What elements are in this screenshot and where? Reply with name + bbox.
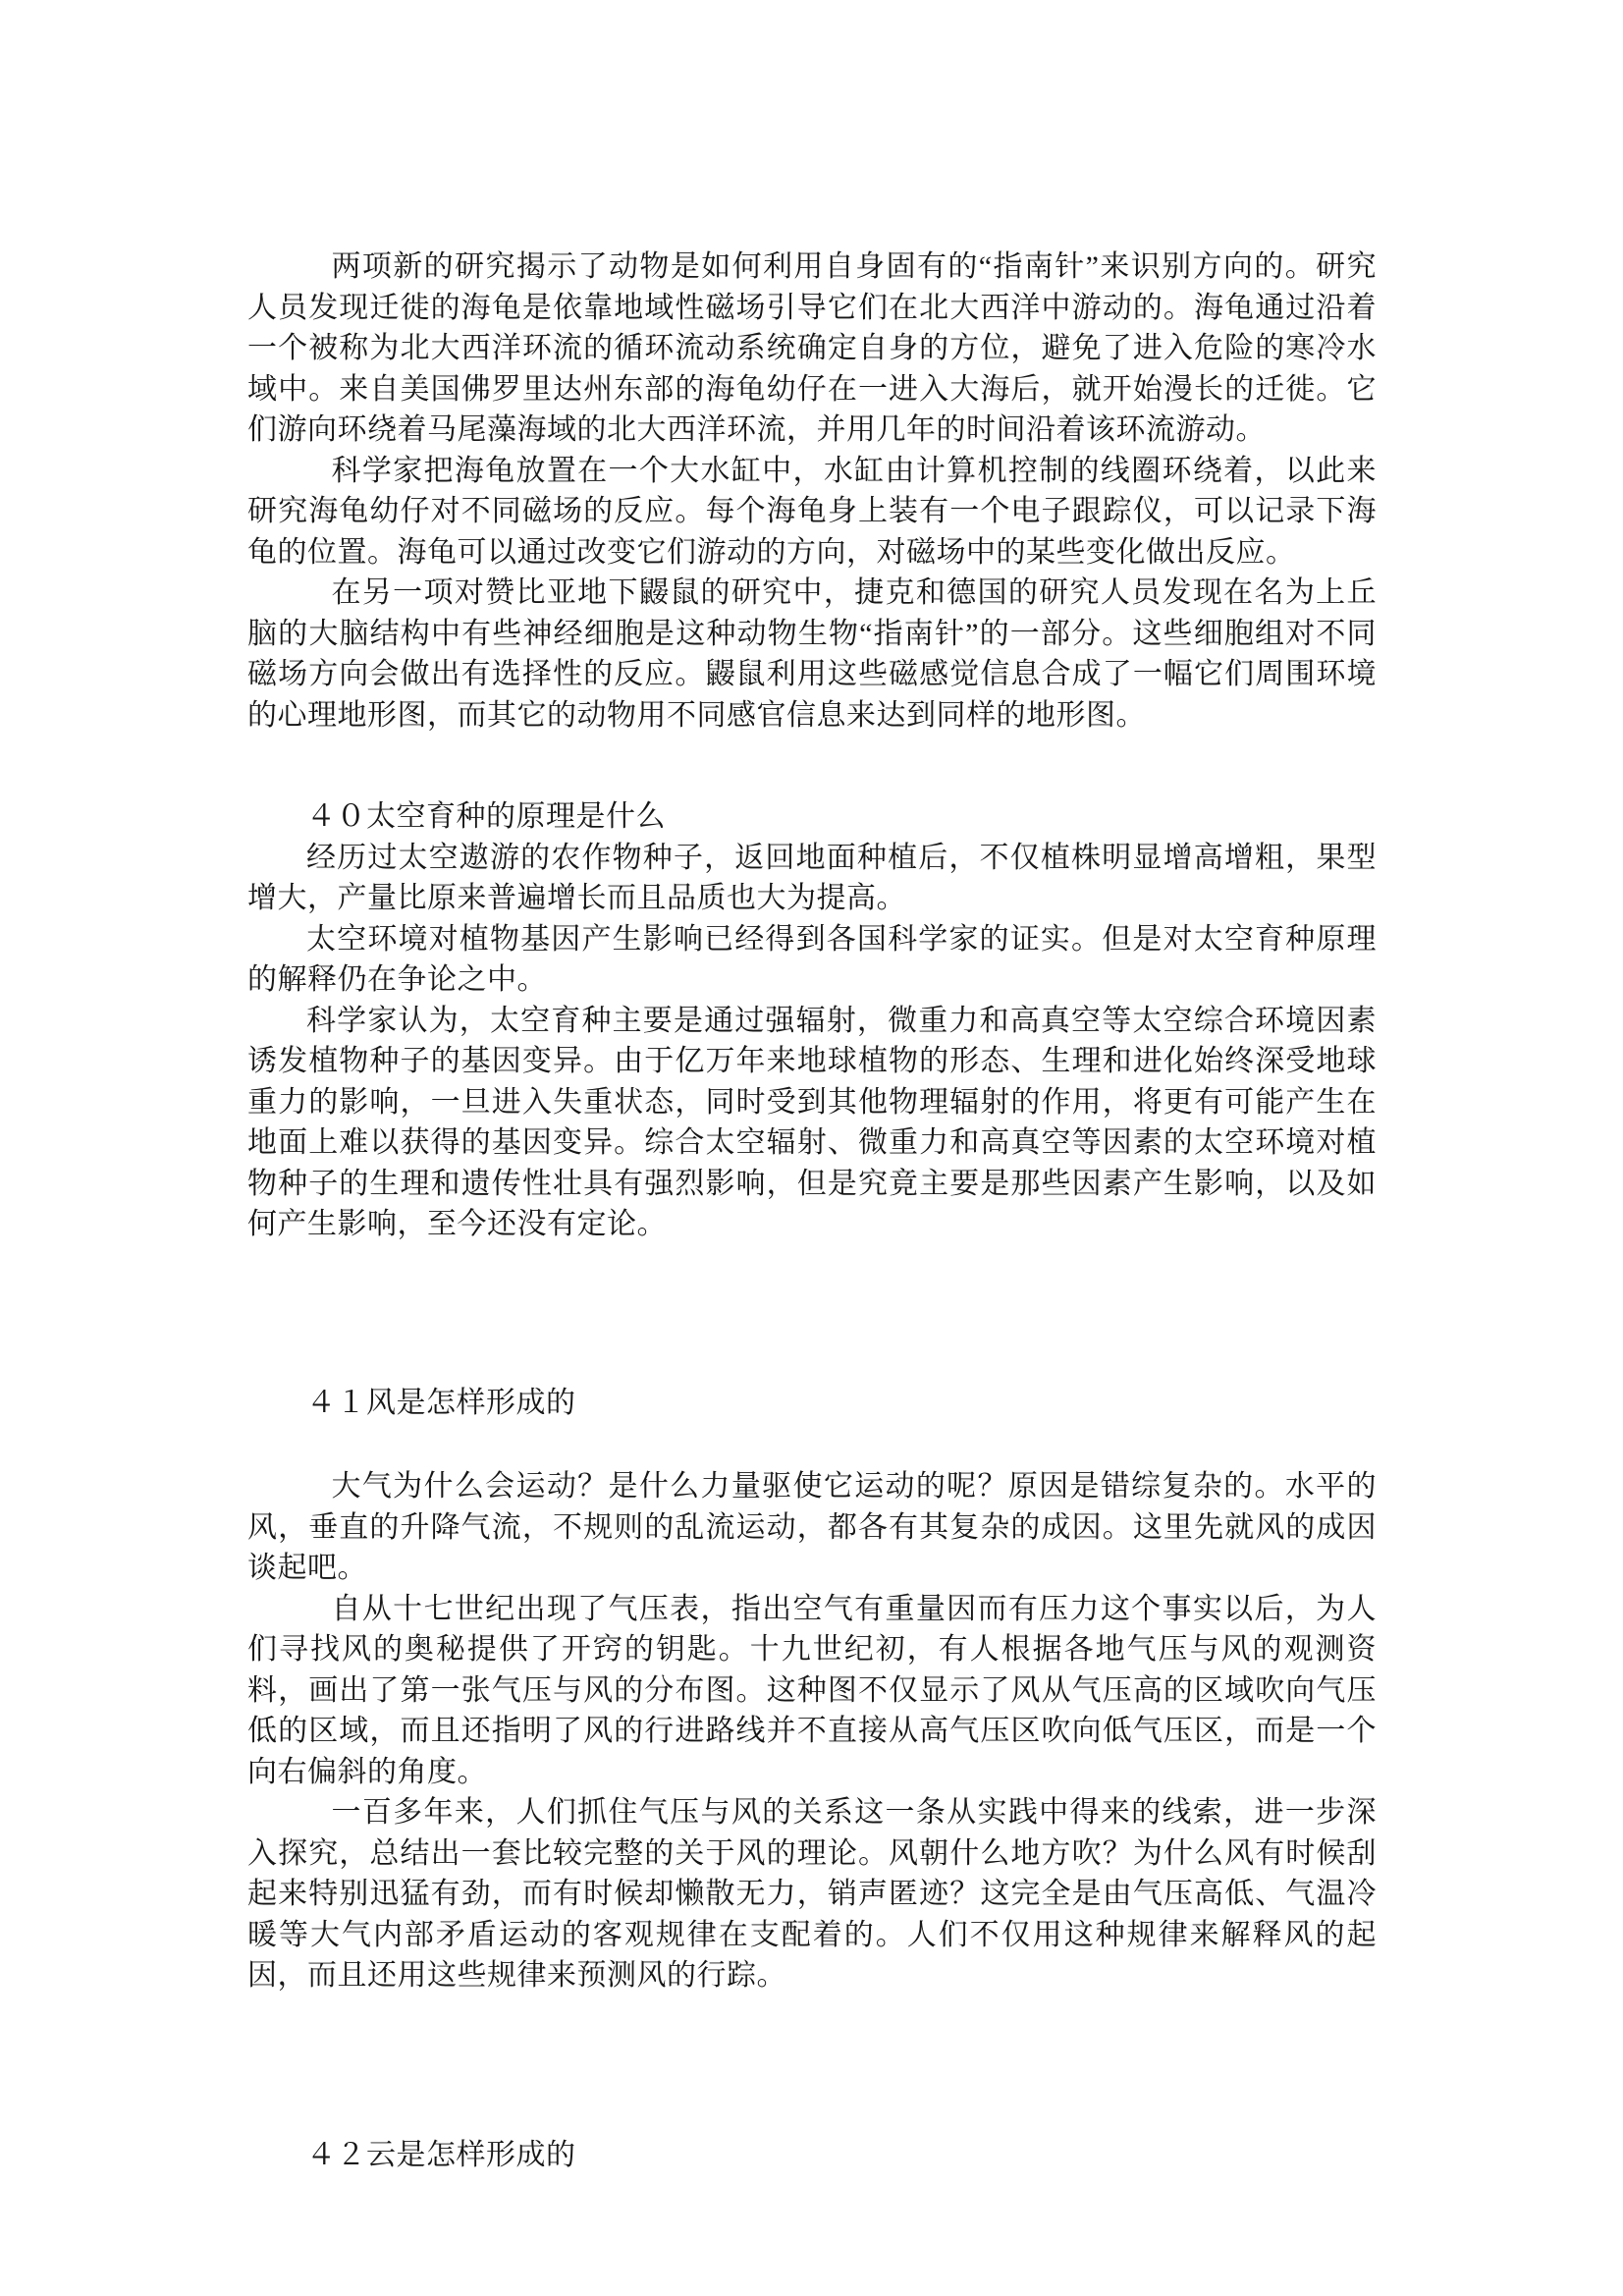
section-41-wind-formation bbox=[247, 1383, 1377, 1996]
paragraph: 太空环境对植物基因产生影响已经得到各国科学家的证实。但是对太空育种原理的解释仍在争论之中。 bbox=[247, 922, 1377, 996]
document-content bbox=[247, 246, 1377, 2175]
section-heading: ４１风是怎样形成的 bbox=[306, 1386, 576, 1419]
paragraph: 一百多年来，人们抓住气压与风的关系这一条从实践中得来的线索，进一步深入探究，总结出一套比较完整的关于风的理论。风朝什么地方吹？为什么风有时候刮起来特别迅猛有劲，而有时候却懒散无力，销声匿迹？这完全是由气压高低、气温冷暖等大气内部矛盾运动的客观规律在支配着的。人们不仅用这种规律来解释风的起因，而且还用这些规律来预测风的行踪。 bbox=[247, 1796, 1377, 1992]
paragraph: 在另一项对赞比亚地下鼹鼠的研究中，捷克和德国的研究人员发现在名为上丘脑的大脑结构中有些神经细胞是这种动物生物“指南针”的一部分。这些细胞组对不同磁场方向会做出有选择性的反应。鼹鼠利用这些磁感觉信息合成了一幅它们周围环境的心理地形图，而其它的动物用不同感官信息来达到同样的地形图。 bbox=[247, 576, 1377, 732]
section-heading: ４２云是怎样形成的 bbox=[306, 2138, 576, 2171]
paragraph: 两项新的研究揭示了动物是如何利用自身固有的“指南针”来识别方向的。研究人员发现迁徙的海龟是依靠地域性磁场引导它们在北大西洋中游动的。海龟通过沿着一个被称为北大西洋环流的循环流动系统确定自身的方位，避免了进入危险的寒冷水域中。来自美国佛罗里达州东部的海龟幼仔在一进入大海后，就开始漫长的迁徙。它们游向环绕着马尾藻海域的北大西洋环流，并用几年的时间沿着该环流游动。 bbox=[247, 250, 1377, 446]
section-heading: ４０太空育种的原理是什么 bbox=[306, 800, 666, 833]
paragraph: 自从十七世纪出现了气压表，指出空气有重量因而有压力这个事实以后，为人们寻找风的奥秘提供了开窍的钥匙。十九世纪初，有人根据各地气压与风的观测资料，画出了第一张气压与风的分布图。这种图不仅显示了风从气压高的区域吹向气压低的区域，而且还指明了风的行进路线并不直接从高气压区吹向低气压区，而是一个向右偏斜的角度。 bbox=[247, 1592, 1377, 1788]
section-40-space-breeding bbox=[247, 796, 1377, 1245]
section-animal-compass bbox=[247, 246, 1377, 736]
paragraph: 大气为什么会运动？是什么力量驱使它运动的呢？原因是错综复杂的。水平的风，垂直的升降气流，不规则的乱流运动，都各有其复杂的成因。这里先就风的成因谈起吧。 bbox=[247, 1470, 1377, 1584]
paragraph: 科学家认为，太空育种主要是通过强辐射，微重力和高真空等太空综合环境因素诱发植物种子的基因变异。由于亿万年来地球植物的形态、生理和进化始终深受地球重力的影响，一旦进入失重状态，同时受到其他物理辐射的作用，将更有可能产生在地面上难以获得的基因变异。综合太空辐射、微重力和高真空等因素的太空环境对植物种子的生理和遗传性壮具有强烈影响，但是究竟主要是那些因素产生影响，以及如何产生影响，至今还没有定论。 bbox=[247, 1004, 1377, 1240]
section-42-cloud-formation bbox=[247, 2135, 1377, 2176]
paragraph: 科学家把海龟放置在一个大水缸中，水缸由计算机控制的线圈环绕着，以此来研究海龟幼仔对不同磁场的反应。每个海龟身上装有一个电子跟踪仪，可以记录下海龟的位置。海龟可以通过改变它们游动的方向，对磁场中的某些变化做出反应。 bbox=[247, 454, 1377, 569]
paragraph: 经历过太空遨游的农作物种子，返回地面种植后，不仅植株明显增高增粗，果型增大，产量比原来普遍增长而且品质也大为提高。 bbox=[247, 841, 1377, 914]
